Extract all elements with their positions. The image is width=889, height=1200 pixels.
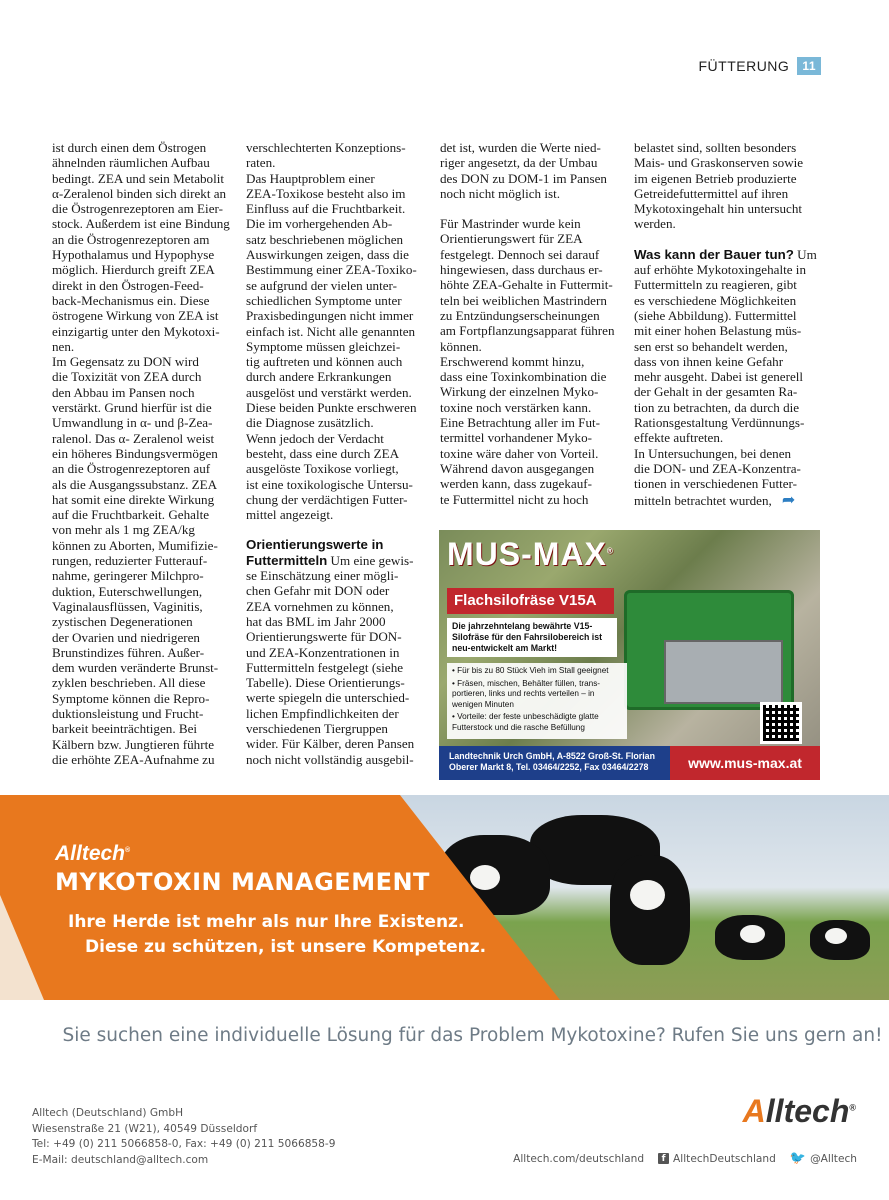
article-column-3: [440, 140, 626, 507]
qr-code[interactable]: [760, 702, 802, 744]
company-address: Landtechnik Urch GmbH, A-8522 Groß-St. Florian Oberer Markt 8, Tel. 03464/2252, Fax 03464/2278: [449, 751, 655, 772]
product-name: Flachsilofräse V15A: [447, 588, 614, 614]
cow-spot: [740, 925, 765, 943]
arrow-right-icon[interactable]: ➦: [781, 489, 796, 509]
banner-slogan-line-1: Ihre Herde ist mehr als nur Ihre Existenz.: [68, 912, 465, 932]
call-to-action: Sie suchen eine individuelle Lösung für das Problem Mykotoxine? Rufen Sie uns gern an!: [62, 1025, 883, 1046]
article-text: det ist, wurden die Werte nied- riger angesetzt, da der Umbau des DON zu DOM-1 im Pansen noch nicht möglich ist.: [440, 140, 607, 201]
page-header: [698, 57, 821, 75]
twitter-icon: 🐦: [789, 1151, 807, 1166]
article-column-1: [52, 140, 238, 767]
subheading: Was kann der Bauer tun?: [634, 246, 794, 262]
subheading: Orientierungswerte in: [246, 537, 384, 553]
musmax-brand: MUS-MAX: [447, 536, 607, 572]
facebook-link[interactable]: [658, 1153, 776, 1165]
feature-item: • Fräsen, mischen, Behälter füllen, trans- portieren, links und rechts verteilen – in wenigen Minuten: [452, 678, 601, 709]
cow-head: [610, 855, 690, 965]
page-number: 11: [797, 57, 821, 75]
article-column-4: [634, 140, 822, 508]
paragraph-gap: [440, 201, 626, 216]
article-text: se Einschätzung einer mögli- chen Gefahr mit DON oder ZEA vornehmen zu können, hat das BML im Jahr 2000 Orientierungswerte für DON- und ZEA-Konzentrationen in Futtermitteln festgelegt (siehe Tabelle). Diese Orientierungs- werte spiegeln die unterschied- lichen Empfindlichkeiten der verschiedenen Tiergruppen wider. Für Kälber, deren Pansen noch nicht vollständig ausgebil-: [246, 568, 415, 767]
musmax-footer: [439, 746, 820, 780]
musmax-logo: MUS-MAX®: [447, 536, 614, 572]
feature-item: • Vorteile: der feste unbeschädigte glatte Futterstock und die rasche Befüllung: [452, 712, 599, 732]
website-link[interactable]: www.mus-max.at: [670, 746, 820, 780]
feature-item: • Für bis zu 80 Stück Vieh im Stall geeignet: [452, 666, 609, 675]
website-link[interactable]: [513, 1153, 644, 1165]
cow-grazing: [810, 920, 870, 960]
article-text: [634, 262, 822, 508]
social-links: [513, 1151, 857, 1166]
website-text: Alltech.com/deutschland: [513, 1152, 645, 1165]
alltech-logo-text: Alltech: [55, 842, 126, 865]
article-text: ist durch einen dem Östrogen ähnelnden räumlichen Aufbau bedingt. ZEA und sein Metabolit α-Zeralenol binden sich direkt an die Östrogenrezeptoren am Eier- stock. Außerdem ist eine Bindung an die Östrogenrezeptoren am Hypothalamus und Hypophyse möglich. Hierdurch greift ZEA direkt in den Östrogen-Feed- back-Mechanismus ein. Diese östrogene Wirkung von ZEA ist einzigartig unter den Mykotoxi- nen. Im Gegensatz zu DON wird die Toxizität von ZEA durch den Abbau im Pansen noch verstärkt. Grund hierfür ist die Umwandlung in α- und β-Zea- ralenol. Das α- Zeralenol weist ein höheres Bindungsvermögen an die Östrogenrezeptoren auf als die Ausgangssubstanz. ZEA hat somit eine direkte Wirkung auf die Fruchtbarkeit. Gehalte von mehr als 1 mg ZEA/kg können zu Aborten, Mumifizie- rungen, reduzierter Futterauf- nahme, geringerer Milchpro- duktion, Euterschwellungen, Vaginalausflüssen, Vaginitis, zystischen Degenerationen der Ovarien und niedrigeren Brunstindizes führen. Außer- dem wurden veränderte Brunst- zyklen beschrieben. All diese Symptome können die Repro- duktionsleistung und Frucht- barkeit beeinträchtigen. Bei Kälbern bzw. Jungtieren führte die erhöhte ZEA-Aufnahme zu: [52, 140, 230, 767]
alltech-footer-logo[interactable]: Alltech®: [742, 1093, 856, 1129]
paragraph-gap: [246, 522, 432, 537]
product-features: [447, 663, 627, 739]
subheading-line: [634, 247, 822, 262]
silo-cutter-machine-image: [624, 590, 794, 710]
banner-title: MYKOTOXIN MANAGEMENT: [55, 868, 430, 896]
product-tagline: Die jahrzehntelang bewährte V15- Silofräse für den Fahrsilobereich ist neu-entwickelt am Markt!: [447, 618, 617, 657]
paragraph-gap: [634, 232, 822, 247]
article-text-run: auf erhöhte Mykotoxingehalte in Futtermitteln zu reagieren, gibt es verschiedene Möglichkeiten (siehe Abbildung). Futtermittel mit einer hohen Belastung müs- sen erst so behandelt werden, dass von ihnen keine Gefahr mehr ausgeht. Dabei ist generell der Gehalt in der gesamten Ra- tion zu betrachten, da durch die Rationsgestaltung Verdünnungs- effekte auftreten. In Untersuchungen, bei denen die DON- und ZEA-Konzentra- tionen in verschiedenen Futter- mitteln betrachtet wurden,: [634, 262, 806, 508]
article-text: Für Mastrinder wurde kein Orientierungswert für ZEA festgelegt. Dennoch sei darauf hingewiesen, dass durchaus er- höhte ZEA-Gehalte in Futtermit- teln bei weiblichen Mastrindern zu Entzündungserscheinungen am Fortpflanzungsapparat führen können. Erschwerend kommt hinzu, dass eine Toxinkombination die Wirkung der einzelnen Myko- toxine noch verstärken kann. Eine Betrachtung aller im Fut- termittel vorhandener Myko- toxine wäre daher von Vorteil. Während davon ausgegangen werden kann, dass zugekauf- te Futtermittel nicht zu hoch: [440, 216, 615, 507]
cow-spot: [630, 880, 665, 910]
musmax-advertisement[interactable]: [439, 530, 820, 780]
cow-spot: [825, 928, 847, 944]
banner-slogan-line-2: Diese zu schützen, ist unsere Kompetenz.: [85, 937, 487, 957]
subheading: Futtermitteln: [246, 552, 328, 568]
article-text: Um: [793, 246, 817, 262]
cow-grazing: [715, 915, 785, 960]
alltech-banner[interactable]: [0, 795, 889, 1000]
section-title: FÜTTERUNG: [698, 58, 790, 74]
logo-wordmark: lltech: [765, 1093, 850, 1129]
twitter-text: @Alltech: [810, 1152, 857, 1165]
article-text: belastet sind, sollten besonders Mais- und Graskonserven sowie im eigenen Betrieb produzierte Getreidefuttermittel auf ihren Mykotoxingehalt hin untersucht werden.: [634, 140, 804, 232]
facebook-icon: f: [658, 1153, 669, 1164]
subheading-line: [246, 553, 432, 568]
twitter-link[interactable]: [790, 1151, 857, 1166]
logo-letter: A: [742, 1093, 766, 1129]
article-column-2: [246, 140, 432, 767]
alltech-logo: Alltech®: [55, 842, 131, 865]
facebook-text: AlltechDeutschland: [673, 1152, 776, 1165]
article-text: Um eine gewis-: [327, 552, 414, 568]
cow-spot: [470, 865, 500, 890]
article-text: verschlechterten Konzeptions- raten. Das Hauptproblem einer ZEA-Toxikose besteht also im Einfluss auf die Fruchtbarkeit. Die im vorhergehenden Ab- satz beschriebenen möglichen Auswirkungen zeigen, dass die Bestimmung einer ZEA-Toxiko- se aufgrund der vielen unter- schiedlichen Symptome unter Praxisbedingungen nicht immer einfach ist. Nicht alle genannten Symptome müssen gleichzei- tig auftreten und können auch durch andere Erkrankungen ausgelöst und verstärkt werden. Diese beiden Punkte erschweren die Diagnose zusätzlich. Wenn jedoch der Verdacht besteht, dass eine durch ZEA ausgelöste Toxikose vorliegt, ist eine toxikologische Untersu- chung der verdächtigen Futter- mittel angezeigt.: [246, 140, 417, 523]
contact-info: Alltech (Deutschland) GmbH Wiesenstraße 21 (W21), 40549 Düsseldorf Tel: +49 (0) 211 5066858-0, Fax: +49 (0) 211 5066858-9 E-Mail: deutschland@alltech.com: [32, 1107, 336, 1166]
machine-steel-drum: [664, 640, 783, 704]
